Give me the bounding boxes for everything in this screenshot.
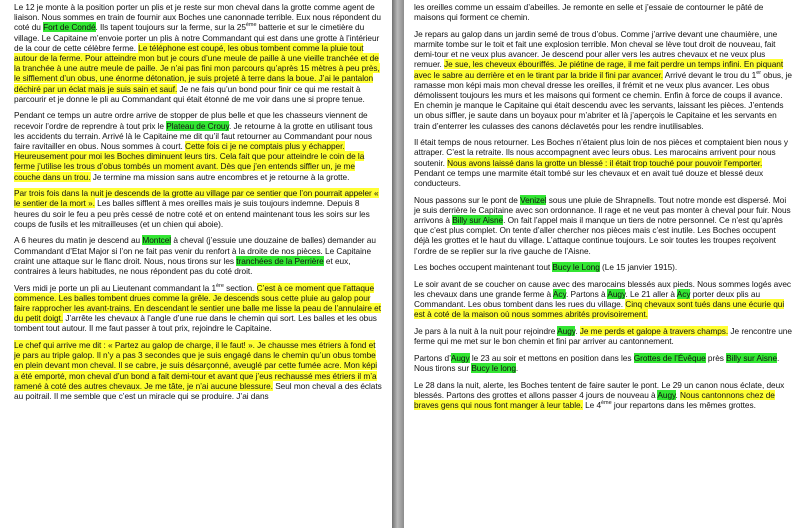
paragraph xyxy=(14,340,383,401)
place-name-highlight: Plateau de Crouy xyxy=(166,120,229,131)
text-segment: . Partons à xyxy=(565,289,608,300)
place-name-highlight: Acy xyxy=(552,289,566,300)
paragraph xyxy=(414,2,792,22)
text-segment: Je pars à la nuit à la nuit pour rejoindre xyxy=(414,326,558,337)
left-page xyxy=(0,0,392,528)
place-name-highlight: Acy xyxy=(676,289,691,300)
text-segment: Je rencontre une ferme qui me met sur le bon chemin et fini par arriver au cantonnement. xyxy=(414,326,792,347)
paragraph xyxy=(14,283,383,334)
place-name-highlight: Montcel xyxy=(142,235,172,246)
place-name-highlight: Grottes de l’Évêque xyxy=(633,352,706,363)
text-segment: Pendant ce temps un autre ordre arrive de stopper de plus belle et que les chasseurs viennent de recevoir l’ordre de reprendre à tout prix le xyxy=(14,110,368,131)
text-segment: et eux, contraires à leurs habitudes, ne nous répondent pas du coté droit. xyxy=(14,255,351,277)
highlighted-passage: Le chef qui arrive me dit : « Partez au galop de charge, il le faut! ». Je chausse mes étriers à fond et je pars au triple galop. Il n’y a pas 3 secondes que je suis engagé dans le chemin qu’un obus tombe en plein devant mon cheval. Il se cabre, je suis désarçonné, aveuglé par cette fumée acre. Mon képi a été emporté, mon cheval d’un bond a fait demi-tour et avant que j’eus rechaussé mes étriers il m’a ramené à coté des autres chevaux. Je me tâte, je n’ai aucune blessure. xyxy=(14,340,378,391)
ordinal-superscript: ème xyxy=(601,400,612,407)
right-page xyxy=(404,0,800,528)
place-name-highlight: tranchées de la Perrière xyxy=(236,255,324,266)
text-segment: . xyxy=(675,389,681,400)
paragraph xyxy=(414,326,792,346)
place-name-highlight: Billy sur Aisne xyxy=(452,215,504,226)
paragraph xyxy=(14,235,383,276)
text-segment: . Je retourne à la grotte en utilisant tous les accidents du terrain. Arrivé là le Capitaine me dit qu’il faut retourner au Commandant pour nous faire ravitailler en obus. Nous sommes à court. xyxy=(14,120,373,152)
ordinal-superscript: ème xyxy=(245,22,257,29)
text-segment: A 6 heures du matin je descend au xyxy=(14,235,143,246)
paragraph xyxy=(414,279,792,320)
text-segment: Vers midi je porte un pli au Lieutenant commandant la 1 xyxy=(14,282,217,293)
text-segment: jour repartons dans les mêmes grottes. xyxy=(611,400,756,411)
book-gutter xyxy=(392,0,404,528)
paragraph xyxy=(414,262,792,272)
ordinal-superscript: er xyxy=(756,69,761,76)
text-segment: Arrivé devant le trou du 1 xyxy=(662,69,757,80)
paragraph xyxy=(414,380,792,411)
text-segment: Je ne fais qu’un bond pour finir ce qui me restait à parcourir et je donne le pli au Commandant qui était étonné de me voir dans une si propre tenue. xyxy=(14,83,365,104)
text-segment: le 23 au soir et mettons en position dans les xyxy=(469,352,634,363)
text-segment: Je repars au galop dans un jardin semé de trous d’obus. Comme j’arrive devant une chaumière, une marmite tombe sur le toit et fait une explosion terrible. Mon cheval se lève tout droit de nouveau, fait demi-tour et ne veux plus avancer. Je descend pour aller vers les autres chevaux et ne veux plus remuer. xyxy=(414,28,778,70)
text-segment: Pendant ce temps une marmite était tombé sur les chevaux et en avait tué douze et blessé deux conducteurs. xyxy=(414,167,764,189)
text-segment: porter deux plis au Commandant. Les obus tombent dans les rues du village. xyxy=(414,289,761,310)
paragraph xyxy=(414,353,792,373)
place-name-highlight: Fort de Condé xyxy=(43,22,96,33)
text-segment: obus, je ramasse mon képi mais mon cheval dresse les oreilles, il frémit et ne veux plus avancer. Les obus démolissent toujours les murs et les maisons qui forment ce chemin. Enfin à force de coups il avance. En chemin je manque le Capitaine qui était descendu avec les servants, laissant les pièces. J’entends un obus siffler, je saute dans un boyaux pour m’abriter et là j’aperçois le Capitaine et les servants en train d’enterrer les culasses des canons déclavetés pour les rendre inutilisables. xyxy=(414,69,792,131)
highlighted-passage: C’est à ce moment que l’attaque commence. Les balles tombent drues comme la grêle. Je descends sous cette pluie au galop pour faire rapprocher les avant-trains. En descendant le sentier une balle me lisse la peau de l’annulaire et du petit doigt. xyxy=(14,282,381,324)
highlighted-passage: Nous avons laissé dans la grotte un blessé : il était trop touché pour pouvoir l’emporter. xyxy=(447,157,763,168)
paragraph xyxy=(414,29,792,131)
place-name-highlight: Augy xyxy=(450,352,470,363)
ordinal-superscript: ère xyxy=(216,282,224,289)
place-name-highlight: Billy sur Aisne xyxy=(726,352,778,363)
text-segment: (Le 15 janvier 1915). xyxy=(599,262,678,273)
paragraph xyxy=(14,2,383,104)
highlighted-passage: Cinq chevaux sont tués dans une écurie qui est à coté de la maison où nous sommes abrités provisoirement. xyxy=(414,299,785,320)
text-segment: . Ils tapent toujours sur la ferme, sur la 25 xyxy=(95,22,246,33)
text-segment: Il était temps de nous retourner. Les Boches n’étaient plus loin de nos pièces et comptaient bien nous y attraper. C’est la retraite. Ils nous accompagnent avec leurs obus. Les marocains arrivent pour nous soutenir. xyxy=(414,137,788,168)
text-segment: . Le 21 aller à xyxy=(625,289,677,300)
highlighted-passage: Le téléphone est coupé, les obus tombent comme la pluie tout autour de la ferme. Pour atteindre mon but je cours d’une meule de paille à une vieille tranchée et de la tranchée à une autre meule de paille. Je n’ai pas fini mon parcours qu’après 15 mètres à peu près, le sifflement d’un obus, une énorme détonation, je suis projeté à terre dans la boue. J’ai le pantalon déchiré par un éclat mais je suis sain et sauf. xyxy=(14,42,380,94)
text-segment: Partons d’ xyxy=(414,352,451,363)
place-name-highlight: Augy xyxy=(607,289,626,300)
highlighted-passage: Je me perds et galope à travers champs. xyxy=(579,326,729,337)
highlighted-passage: Nous cantonnons chez de braves gens qui nous font manger à leur table. xyxy=(414,389,775,411)
text-segment: Seul mon cheval a des éclats au poitrail. Il me semble que c’est un miracle qui se produire. J’ai dans xyxy=(14,380,382,402)
text-segment: Les balles sifflent à mes oreilles mais je suis toujours indemne. Depuis 8 heures du soir le feu a peu près cessé de notre coté et on entend maintenant tous les soirs sur les coups de fusils et les mitrailleuses (et un chien qui aboie). xyxy=(14,198,370,229)
highlighted-passage: Je sue, les cheveux ébouriffés. Je piétine de rage, il me fait perdre un temps infini. En piquant avec le sabre au derrière et en le tirant par la bride il fini par avancer. xyxy=(414,59,784,80)
text-segment: Je termine ma mission sans autre encombres et je retourne à la grotte. xyxy=(90,171,350,182)
paragraph xyxy=(414,137,792,188)
text-segment: Le 12 je monte à la position porter un plis et je reste sur mon cheval dans la grotte comme agent de liaison. Nous sommes en train de fournir aux Boches une canonnade terrible. Eux nous répondent du coté du xyxy=(14,2,381,33)
place-name-highlight: Augy xyxy=(657,389,676,400)
place-name-highlight: Venizel xyxy=(520,194,547,205)
text-segment: batterie et sur le cimetière du village. Le Capitaine m’envoie porter un plis à notre Commandant qui est dans une grotte à l’intérieur de la cour de cette célèbre ferme. xyxy=(14,22,380,53)
place-name-highlight: Augy xyxy=(557,326,576,337)
text-segment: Nous passons sur le pont de xyxy=(414,194,521,205)
highlighted-passage: Cette fois ci je ne comptais plus y échapper. Heureusement pour moi les Boches diminuent leurs tirs. Cela fait que pour atteindre le coin de la ferme j’utilise les trous d’obus tombés un moment avant. Dès que j’en entends siffler un, je me couche dans un trou. xyxy=(14,141,365,182)
text-segment: Le soir avant de se coucher on cause avec des marocains blessés aux pieds. Nous sommes logés avec les chevaux dans une grande ferme à xyxy=(414,278,792,300)
text-segment: à cheval (j’essuie une douzaine de balles) demander au Commandant d’Etat Major si l’on ne fait pas venir du renfort à la droite de nos pièces. Le Capitaine craint une attaque sur le flanc droit. Nous, nous tirons sur les xyxy=(14,235,376,266)
text-segment: section. xyxy=(223,282,257,293)
text-segment: Les boches occupent maintenant tout xyxy=(414,262,553,273)
text-segment: Le 28 dans la nuit, alerte, les Boches tentent de faire sauter le pont. Le 29 un canon nous éclate, deux blessés. Partons des grottes et allons passer 4 jours de nouveau à xyxy=(414,379,785,400)
text-segment: . On fait l’appel mais il manque un tiers de notre personnel. Ce n’est qu’après que c’est plus complet. On tente d’aller chercher nos pièces mais c’est inutile. Les Boches occupent déjà les grottes et le haut du village. L’attaque continue toujours. Le soir toutes les troupes reçoivent l’ordre de se replier sur la rive gauche de l’Aisne. xyxy=(414,215,783,256)
text-segment: sous une pluie de Shrapnells. Tout notre monde est dispersé. Moi je suis derrière le Capitaine avec son ordonnance. Il rage et ne veut pas monter à cheval pour fuir. Nous arrivons à xyxy=(414,194,791,226)
text-segment: . xyxy=(575,326,580,337)
text-segment: . Nous tirons sur xyxy=(414,352,780,374)
place-name-highlight: Bucy le long xyxy=(471,363,516,374)
text-segment: les oreilles comme un essaim d’abeilles. Je remonte en selle et j’essaie de contourner le pâté de maisons qui forment ce chemin. xyxy=(414,2,764,23)
paragraph xyxy=(14,110,383,181)
text-segment: J’arrête les chevaux à l’angle d’une rue dans le chemin qui sort. Les balles et les obus tombent tout autour. Il me faut passer à tout prix, rejoindre le Capitaine. xyxy=(14,313,377,334)
text-segment: près xyxy=(705,352,727,363)
text-segment: . xyxy=(515,363,519,374)
paragraph xyxy=(14,188,383,229)
text-segment: Le 4 xyxy=(582,400,602,411)
place-name-highlight: Bucy le Long xyxy=(552,262,600,273)
paragraph xyxy=(414,195,792,256)
highlighted-passage: Par trois fois dans la nuit je descends de la grotte au village par ce sentier que l’on pourrait appeler « le sentier de la mort ». xyxy=(14,188,379,209)
